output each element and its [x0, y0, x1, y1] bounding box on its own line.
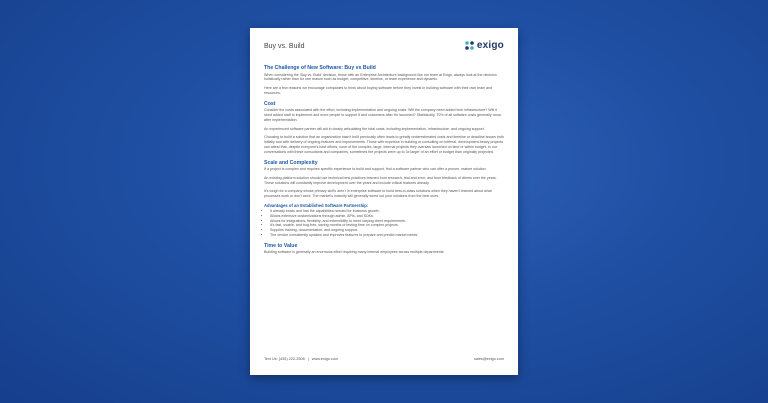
exigo-logo-icon [464, 40, 475, 51]
time-heading: Time to Value [264, 242, 298, 249]
cost-paragraph-1: Consider the costs associated with the effort, including implementation and ongoing costs. Will the company need added tech infrastructure? Will it need added staff to implement and more people to support it and customers after it's launched? Statistically, 70% of all software costs generally occur after implementation. [264, 108, 502, 122]
list-item: • The vendor consistently updates and improves features to prepare and predict market needs. [270, 233, 504, 238]
scale-paragraph-1: If a project is complex and requires specific experience to build and support, find a software partner who can offer a proven, mature solution. [264, 167, 487, 172]
challenge-paragraph-2: Here are a few reasons we encourage companies to think about buying software before they invest in building software with their own team and resources. [264, 86, 493, 95]
list-item: • Allows extensive customizations through admin, APIs, and SDKs. [270, 214, 504, 219]
document-footer [264, 357, 504, 361]
scale-heading: Scale and Complexity [264, 159, 318, 166]
advantages-list [264, 209, 504, 238]
time-paragraph-1: Building software is generally an enormous effort requiring many internal employees across multiple departments [264, 250, 444, 255]
challenge-paragraph-1: When considering the 'Buy vs. Build' decision, those with an Enterprise Architecture background like our team at Exigo, always look at the decision holistically rather than for one reason such as budget, competitive, timeline, or team experience and dynamic. [264, 72, 497, 82]
cost-paragraph-2: An experienced software partner will aid in clearly articulating the total costs, including implementation, infrastructure, and ongoing support. [264, 126, 485, 131]
cost-heading: Cost [264, 100, 276, 107]
document-body [264, 65, 504, 259]
challenge-heading: The Challenge of New Software: Buy vs Build [264, 65, 376, 71]
list-item: • Supplies training, documentation, and ongoing support. [270, 228, 504, 233]
scale-paragraph-2: An existing platform solution should use technical best practices learned from research, trial and error, and from feedback of clients over the years. These solutions will constantly improve development over the years and include critical features already. [264, 175, 497, 185]
document-page [250, 28, 518, 375]
exigo-logo [464, 40, 504, 51]
cost-paragraph-3: Choosing to build a solution that an organization hasn't built previously often leads to greatly underestimated costs and timeline or deadline issues both initially and with delivery of ongoing features and improvements. Those with expertise in building or consulting on internal, development-heavy projects can attest that, despite everyone's best efforts, none of the complex, large, internal projects they oversaw launched on time or within budget. In our conversations with these consultants and companies, sometimes the projects were up to 3x larger of an effort or budget than originally projected. [264, 135, 504, 154]
list-item: • Allows for integrations, flexibility, and extensibility to meet varying client requirements. [270, 219, 504, 224]
footer-website[interactable]: www.exigo.com [311, 357, 339, 361]
footer-phone[interactable]: Text Us: (435) 222-2508 [264, 357, 305, 361]
scale-paragraph-3: It's tough for a company whose primary skill's aren't in enterprise software to build best-in-class solutions when they haven't learned about what processes work or don't work. The market's maturity will generally weed out poor solutions from the best ones. [264, 189, 492, 199]
advantages-heading: Advantages of an Established Software Partnership: [264, 203, 369, 209]
list-item: • It already exists and has the capabilities needed for business growth. [270, 209, 504, 214]
list-item: • It's fast, usable, and bug-free, saving months of testing time on complex projects. [270, 223, 504, 228]
document-title: Buy vs. Build [264, 43, 305, 50]
exigo-logo-text: exigo [476, 40, 504, 51]
footer-separator: | [307, 357, 309, 361]
footer-email[interactable]: sales@exigo.com [473, 357, 504, 361]
document-header [264, 40, 504, 58]
